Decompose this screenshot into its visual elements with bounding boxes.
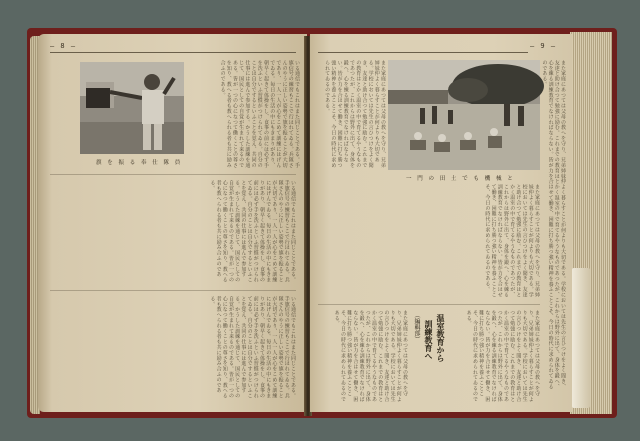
right-column-divider bbox=[318, 304, 540, 305]
right-text-edge-column: また家庭にあつては父母の教へを守り、兄弟姉妹仲よく暮らすことが何よりも大切である。学校においては先生の言ひつけをよく聞き、友達と助け合つて勉強に励む。これまでの教育はとかく温室の中で育てるやうなものであつたが、これからは野外に出て、身体を鍛へ、心を練る訓練教育でなければならない。皆が力を合はせて働き、困難に打ち勝つ強い精神を養ふことこそ、今日の時代に求められてゐるのである。 bbox=[541, 60, 566, 390]
left-column-divider-2 bbox=[50, 290, 296, 291]
right-text-block-middle: また家庭にあつては父母の教へを守り、兄弟姉妹仲よく暮らすことが何よりも大切である。学校においては先生の言ひつけをよく聞き、友達と助け合つて勉強に励む。これまでの教育はとかく温室の中で育てるやうなものであつたが、これからは野外に出て、身体を鍛へ、心を練る訓練教育でなければならない。皆が力を合はせて働き、困難に打ち勝つ強い精神を養ふことこそ、今日の時代に求められてゐるのである。 bbox=[484, 184, 540, 298]
right-header-rule bbox=[318, 52, 528, 53]
left-header-rule bbox=[50, 52, 296, 53]
section-heading-2: 訓練教育へ bbox=[424, 320, 434, 360]
right-photo bbox=[388, 60, 540, 170]
left-page bbox=[38, 34, 307, 412]
right-page-edges bbox=[570, 32, 612, 414]
right-text-block-top: また家庭にあつては父母の教へを守り、兄弟姉妹仲よく暮らすことが何よりも大切である。学校においては先生の言ひつけをよく聞き、友達と助け合つて勉強に励む。これまでの教育はとかく温室の中で育てるやうなものであつたが、これからは野外に出て、身体を鍛へ、心を練る訓練教育でなければならない。皆が力を合はせて働き、困難に打ち勝つ強い精神を養ふことこそ、今日の時代に求められてゐるのである。 bbox=[324, 60, 386, 168]
right-text-block-bottom-left: また家庭にあつては父母の教へを守り、兄弟姉妹仲よく暮らすことが何よりも大切である。学校においては先生の言ひつけをよく聞き、友達と助け合つて勉強に励む。これまでの教育はとかく温室の中で育てるやうなものであつたが、これからは野外に出て、身体を鍛へ、心を練る訓練教育でなければならない。皆が力を合はせて働き、困難に打ち勝つ強い精神を養ふことこそ、今日の時代に求められてゐるのである。 bbox=[333, 310, 408, 402]
left-text-block-middle: いる通信でもこれはまた同じことである。手旗信号の練習もここで行はれてゐる。兵隊さんのやうに正しい姿勢で旗を振ることが大切であり、一人一人が心をこめて訓練にはげんでゐる。毎日の生活の中にもきまりがあり、朝早く起きて体操をし、食事の前には必ず手を洗ふといふ習慣がつけられてゐる。自分のことは自分でするといふことを覚え、共同の仕事には進んで参加する。かうした訓練を通じて、国民としての自覚が生まれて来るのである。皆が一つの心になつて働くことの尊さを知り、教へる者も教へられる者も共に励み合ふのである。 bbox=[209, 180, 296, 283]
left-photo bbox=[80, 62, 184, 154]
right-photo-caption: 一 門 の 田 土 で も 機 械 と bbox=[406, 176, 515, 182]
left-text-block-bottom: いる通信でもこれはまた同じことである。手旗信号の練習もここで行はれてゐる。兵隊さんのやうに正しい姿勢で旗を振ることが大切であり、一人一人が心をこめて訓練にはげんでゐる。毎日の生活の中にもきまりがあり、朝早く起きて体操をし、食事の前には必ず手を洗ふといふ習慣がつけられてゐる。自分のことは自分でするといふことを覚え、共同の仕事には進んで参加する。かうした訓練を通じて、国民としての自覚が生まれて来るのである。皆が一つの心になつて働くことの尊さを知り、教へる者も教へられる者も共に励み合ふのである。 bbox=[209, 296, 296, 399]
left-photo-caption: 旗 を 振 る 奉 仕 隊 員 bbox=[96, 160, 183, 166]
torn-page-strip bbox=[572, 268, 590, 408]
right-text-block-bottom-right: また家庭にあつては父母の教へを守り、兄弟姉妹仲よく暮らすことが何よりも大切である。学校においては先生の言ひつけをよく聞き、友達と助け合つて勉強に励む。これまでの教育はとかく温室の中で育てるやうなものであつたが、これからは野外に出て、身体を鍛へ、心を練る訓練教育でなければならない。皆が力を合はせて働き、困難に打ち勝つ強い精神を養ふことこそ、今日の時代に求められてゐるのである。 bbox=[465, 310, 540, 402]
right-page bbox=[310, 34, 572, 412]
bracket-note: （編輯部） bbox=[413, 312, 420, 342]
left-column-divider bbox=[50, 174, 296, 175]
left-text-block-top: いる通信でもこれはまた同じことである。手旗信号の練習もここで行はれてゐる。兵隊さんのやうに正しい姿勢で旗を振ることが大切であり、一人一人が心をこめて訓練にはげんでゐる。毎日の生活の中にもきまりがあり、朝早く起きて体操をし、食事の前には必ず手を洗ふといふ習慣がつけられてゐる。自分のことは自分でするといふことを覚え、共同の仕事には進んで参加する。かうした訓練を通じて、国民としての自覚が生まれて来るのである。皆が一つの心になつて働くことの尊さを知り、教へる者も教へられる者も共に励み合ふのである。 bbox=[219, 60, 300, 168]
section-heading-1: 温室教育から bbox=[436, 314, 446, 362]
left-folio: — 8 — bbox=[50, 42, 77, 50]
right-folio: — 9 — bbox=[530, 42, 557, 50]
